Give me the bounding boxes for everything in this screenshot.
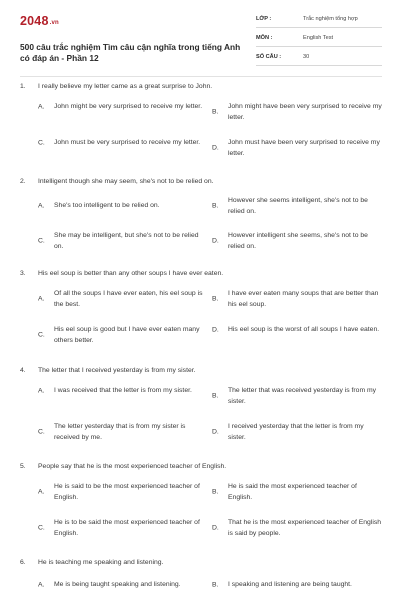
option-letter: A. [38, 295, 45, 303]
option-text: He is to be said the most experienced teacher of English. [54, 519, 200, 537]
question-stem [20, 559, 163, 566]
option-b[interactable] [212, 195, 382, 217]
question-text: People say that he is the most experienced teacher of English. [38, 463, 227, 470]
option-letter: D. [212, 524, 219, 532]
option-a[interactable] [38, 579, 214, 590]
option-a[interactable] [38, 101, 208, 112]
question-number: 4. [20, 367, 26, 374]
meta-value: 30 [303, 54, 310, 60]
option-text: I received yesterday that the letter is from my sister. [228, 423, 364, 441]
option-d[interactable] [212, 137, 382, 159]
site-logo[interactable] [20, 14, 59, 28]
option-letter: D. [212, 237, 219, 245]
option-text: However she seems intelligent, she's not to be relied on. [228, 197, 368, 215]
option-letter: A. [38, 387, 45, 394]
meta-label: SỐ CÂU : [256, 54, 282, 60]
question-text: His eel soup is better than any other soups I have ever eaten. [38, 270, 224, 277]
question-stem [20, 367, 196, 374]
option-b[interactable] [212, 385, 382, 407]
question-text: The letter that I received yesterday is from my sister. [38, 367, 196, 374]
question-text: He is teaching me speaking and listening. [38, 559, 164, 566]
option-text: John might have been very surprised to receive my letter. [228, 103, 382, 121]
option-letter: C. [38, 524, 45, 532]
option-text: He is said to be the most experienced teacher of English. [54, 483, 200, 501]
option-letter: B. [212, 202, 219, 210]
option-text: The letter that was received yesterday is from my sister. [228, 387, 377, 405]
option-letter: D. [212, 428, 219, 436]
option-a[interactable] [38, 288, 208, 310]
option-b[interactable] [212, 579, 388, 590]
option-letter: A. [38, 488, 45, 496]
meta-value: English Test [303, 35, 334, 41]
option-text: She may be intelligent, but she's not to be relied on. [54, 232, 199, 250]
option-b[interactable] [212, 481, 382, 503]
option-text: I have ever eaten many soups that are better than his eel soup. [228, 290, 379, 308]
option-d[interactable] [212, 517, 382, 539]
option-text: His eel soup is good but I have ever eaten many others better. [54, 326, 200, 344]
question-text: Intelligent though she may seem, she's not to be relied on. [38, 178, 214, 185]
option-letter: B. [212, 392, 219, 400]
option-letter: C. [38, 237, 45, 245]
logo-suffix: .vn [49, 20, 59, 26]
question-stem [20, 463, 226, 470]
question-stem [20, 178, 213, 185]
option-d[interactable] [212, 421, 382, 443]
option-c[interactable] [38, 324, 208, 346]
document-title: 500 câu trắc nghiệm Tìm câu cận nghĩa trong tiếng Anh có đáp án - Phần 12 [20, 42, 241, 63]
option-letter: C. [38, 139, 45, 146]
option-text: However intelligent she seems, she's not to be relied on. [228, 232, 368, 250]
option-d[interactable] [212, 324, 382, 335]
option-text: I was received that the letter is from my sister. [54, 387, 192, 394]
option-letter: A. [38, 202, 45, 209]
option-text: John might be very surprised to receive my letter. [54, 103, 203, 110]
option-letter: B. [212, 581, 219, 588]
option-text: John must have been very surprised to receive my letter. [228, 139, 380, 157]
meta-label: MÔN : [256, 35, 273, 41]
question-number: 6. [20, 559, 26, 566]
question-text: I really believe my letter came as a great surprise to John. [38, 83, 213, 90]
meta-row-class [256, 14, 382, 28]
meta-info [256, 14, 382, 71]
option-b[interactable] [212, 101, 382, 123]
meta-row-count [256, 52, 382, 66]
option-a[interactable] [38, 481, 208, 503]
option-c[interactable] [38, 517, 208, 539]
option-a[interactable] [38, 200, 208, 211]
option-c[interactable] [38, 421, 208, 443]
option-text: His eel soup is the worst of all soups I have eaten. [228, 326, 380, 333]
option-c[interactable] [38, 137, 208, 148]
option-text: Me is being taught speaking and listening. [54, 581, 181, 588]
option-letter: D. [212, 144, 219, 152]
document-header [20, 14, 382, 70]
option-letter: B. [212, 488, 219, 496]
question-number: 3. [20, 270, 26, 277]
option-letter: B. [212, 295, 219, 303]
option-c[interactable] [38, 230, 208, 252]
meta-value: Trắc nghiệm tổng hợp [303, 16, 358, 22]
option-a[interactable] [38, 385, 208, 396]
meta-row-subject [256, 33, 382, 47]
header-divider [20, 76, 382, 77]
logo-text: 2048 [20, 14, 49, 28]
option-text: John must be very surprised to receive my letter. [54, 139, 201, 146]
option-b[interactable] [212, 288, 382, 310]
question-number: 5. [20, 463, 26, 470]
option-letter: D. [212, 326, 219, 333]
option-text: Of all the soups I have ever eaten, his eel soup is the best. [54, 290, 203, 308]
option-letter: C. [38, 331, 45, 339]
question-stem [20, 270, 223, 277]
option-letter: A. [38, 103, 45, 110]
option-text: He is said the most experienced teacher of English. [228, 483, 357, 501]
option-text: I speaking and listening are being taught. [228, 581, 352, 588]
option-letter: C. [38, 428, 45, 436]
option-letter: A. [38, 581, 45, 588]
question-number: 1. [20, 83, 26, 90]
option-text: That he is the most experienced teacher of English is said by people. [228, 519, 382, 537]
option-d[interactable] [212, 230, 382, 252]
question-number: 2. [20, 178, 26, 185]
option-text: She's too intelligent to be relied on. [54, 202, 160, 209]
question-stem [20, 83, 212, 90]
option-letter: B. [212, 108, 219, 116]
meta-label: LỚP : [256, 16, 272, 22]
option-text: The letter yesterday that is from my sister is received by me. [54, 423, 186, 441]
